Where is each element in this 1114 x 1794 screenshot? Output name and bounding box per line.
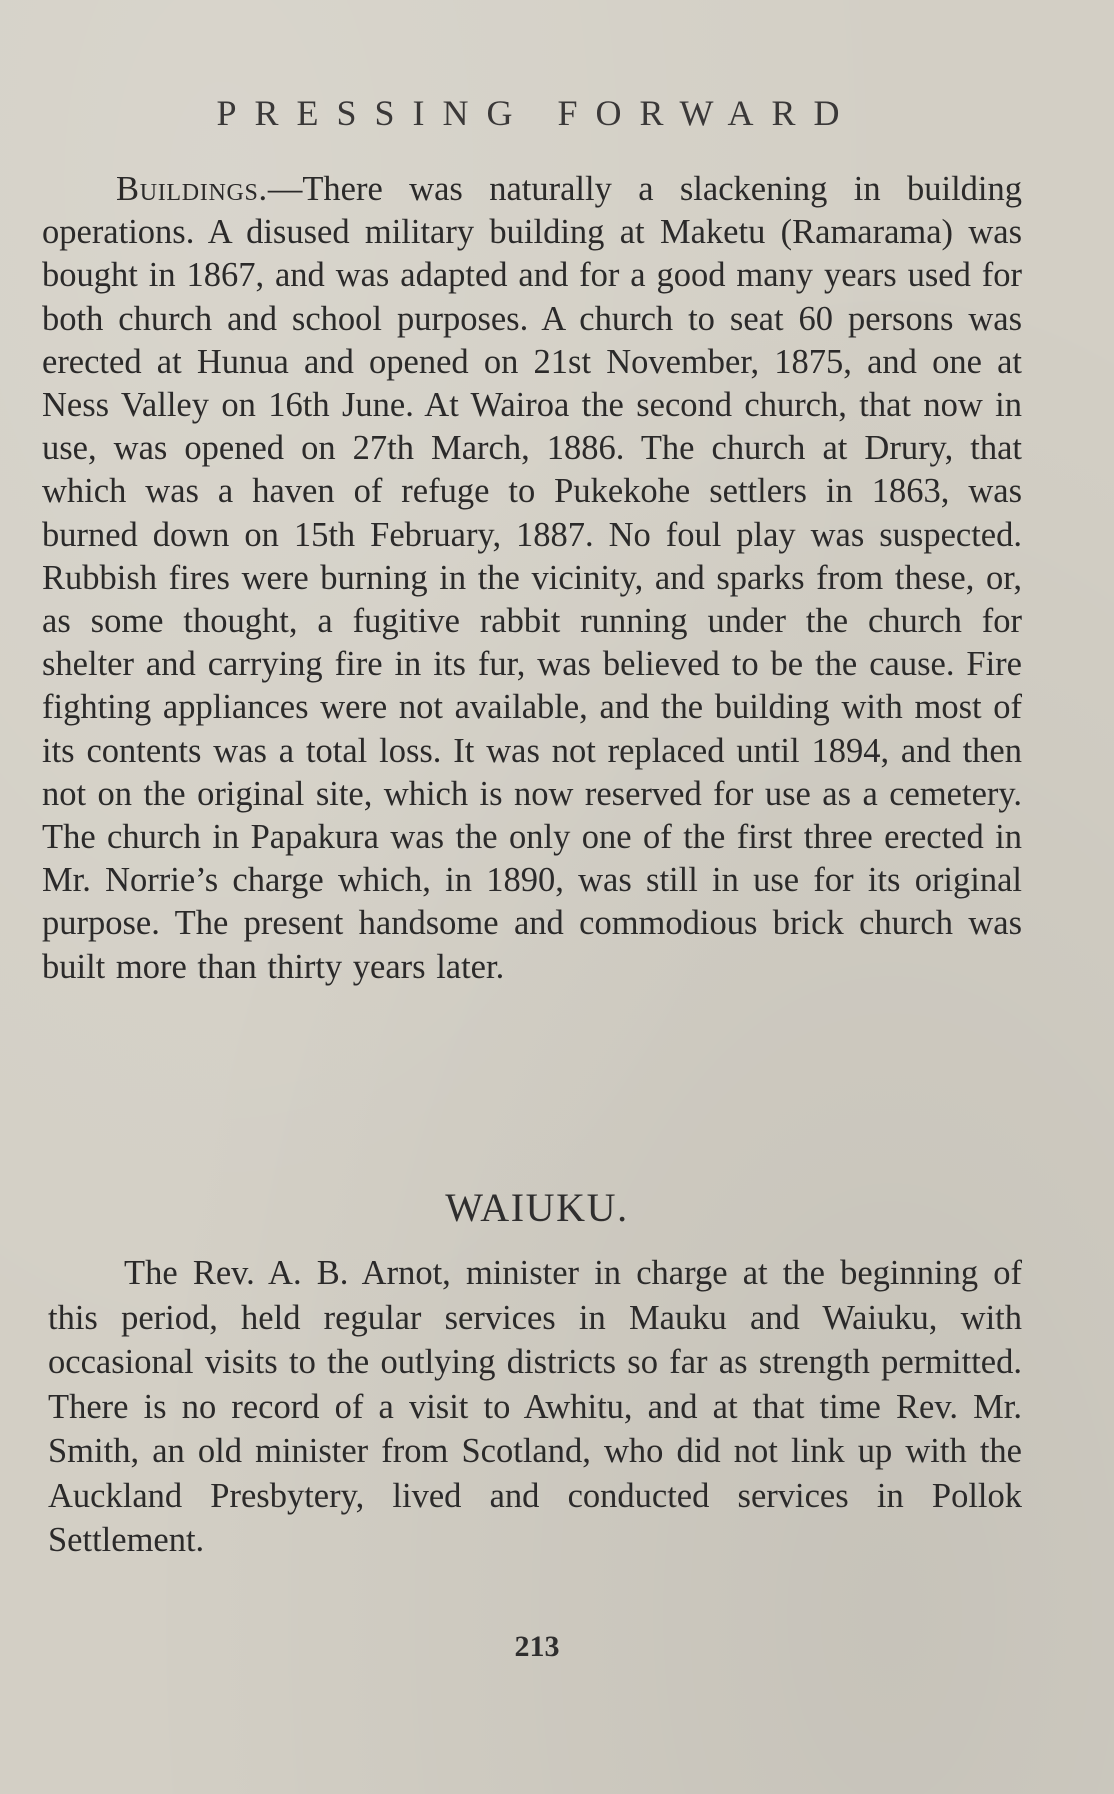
section-heading-waiuku: WAIUKU. [445, 1185, 629, 1230]
waiuku-section [48, 1251, 1022, 1563]
buildings-lead: Buildings. [116, 170, 268, 208]
buildings-text: —There was naturally a slackening in building operations. A disused military building at Maketu (Ramarama) was bought in 1867, and was adapted and for a good many years used for both church and school purposes. A church to seat 60 persons was erected at Hunua and opened on 21st November, 1875, and one at Ness Valley on 16th June. At Wairoa the second church, that now in use, was opened on 27th March, 1886. The church at Drury, that which was a haven of refuge to Pukekohe settlers in 1863, was burned down on 15th February, 1887. No foul play was suspected. Rubbish fires were burning in the vicinity, and sparks from these, or, as some thought, a fugitive rabbit running under the church for shelter and carrying fire in its fur, was believed to be the cause. Fire fighting appliances were not available, and the building with most of its contents was a total loss. It was not replaced until 1894, and then not on the original site, which is now reserved for use as a cemetery. The church in Papakura was the only one of the first three erected in Mr. Norrie’s charge which, in 1890, was still in use for its original purpose. The present handsome and commodious brick church was built more than thirty years later. [42, 170, 1022, 986]
running-head: PRESSING FORWARD [216, 93, 858, 133]
page-number: 213 [514, 1630, 560, 1663]
buildings-section [42, 168, 1022, 989]
buildings-paragraph [42, 168, 1022, 989]
waiuku-paragraph: The Rev. A. B. Arnot, minister in charge at the beginning of this period, held regular services in Mauku and Waiuku, with occasional visits to the outlying districts so far as strength permitted. There is no record of a visit to Awhitu, and at that time Rev. Mr. Smith, an old minister from Scotland, who did not link up with the Auckland Presbytery, lived and conducted services in Pollok Settlement. [48, 1254, 1022, 1559]
